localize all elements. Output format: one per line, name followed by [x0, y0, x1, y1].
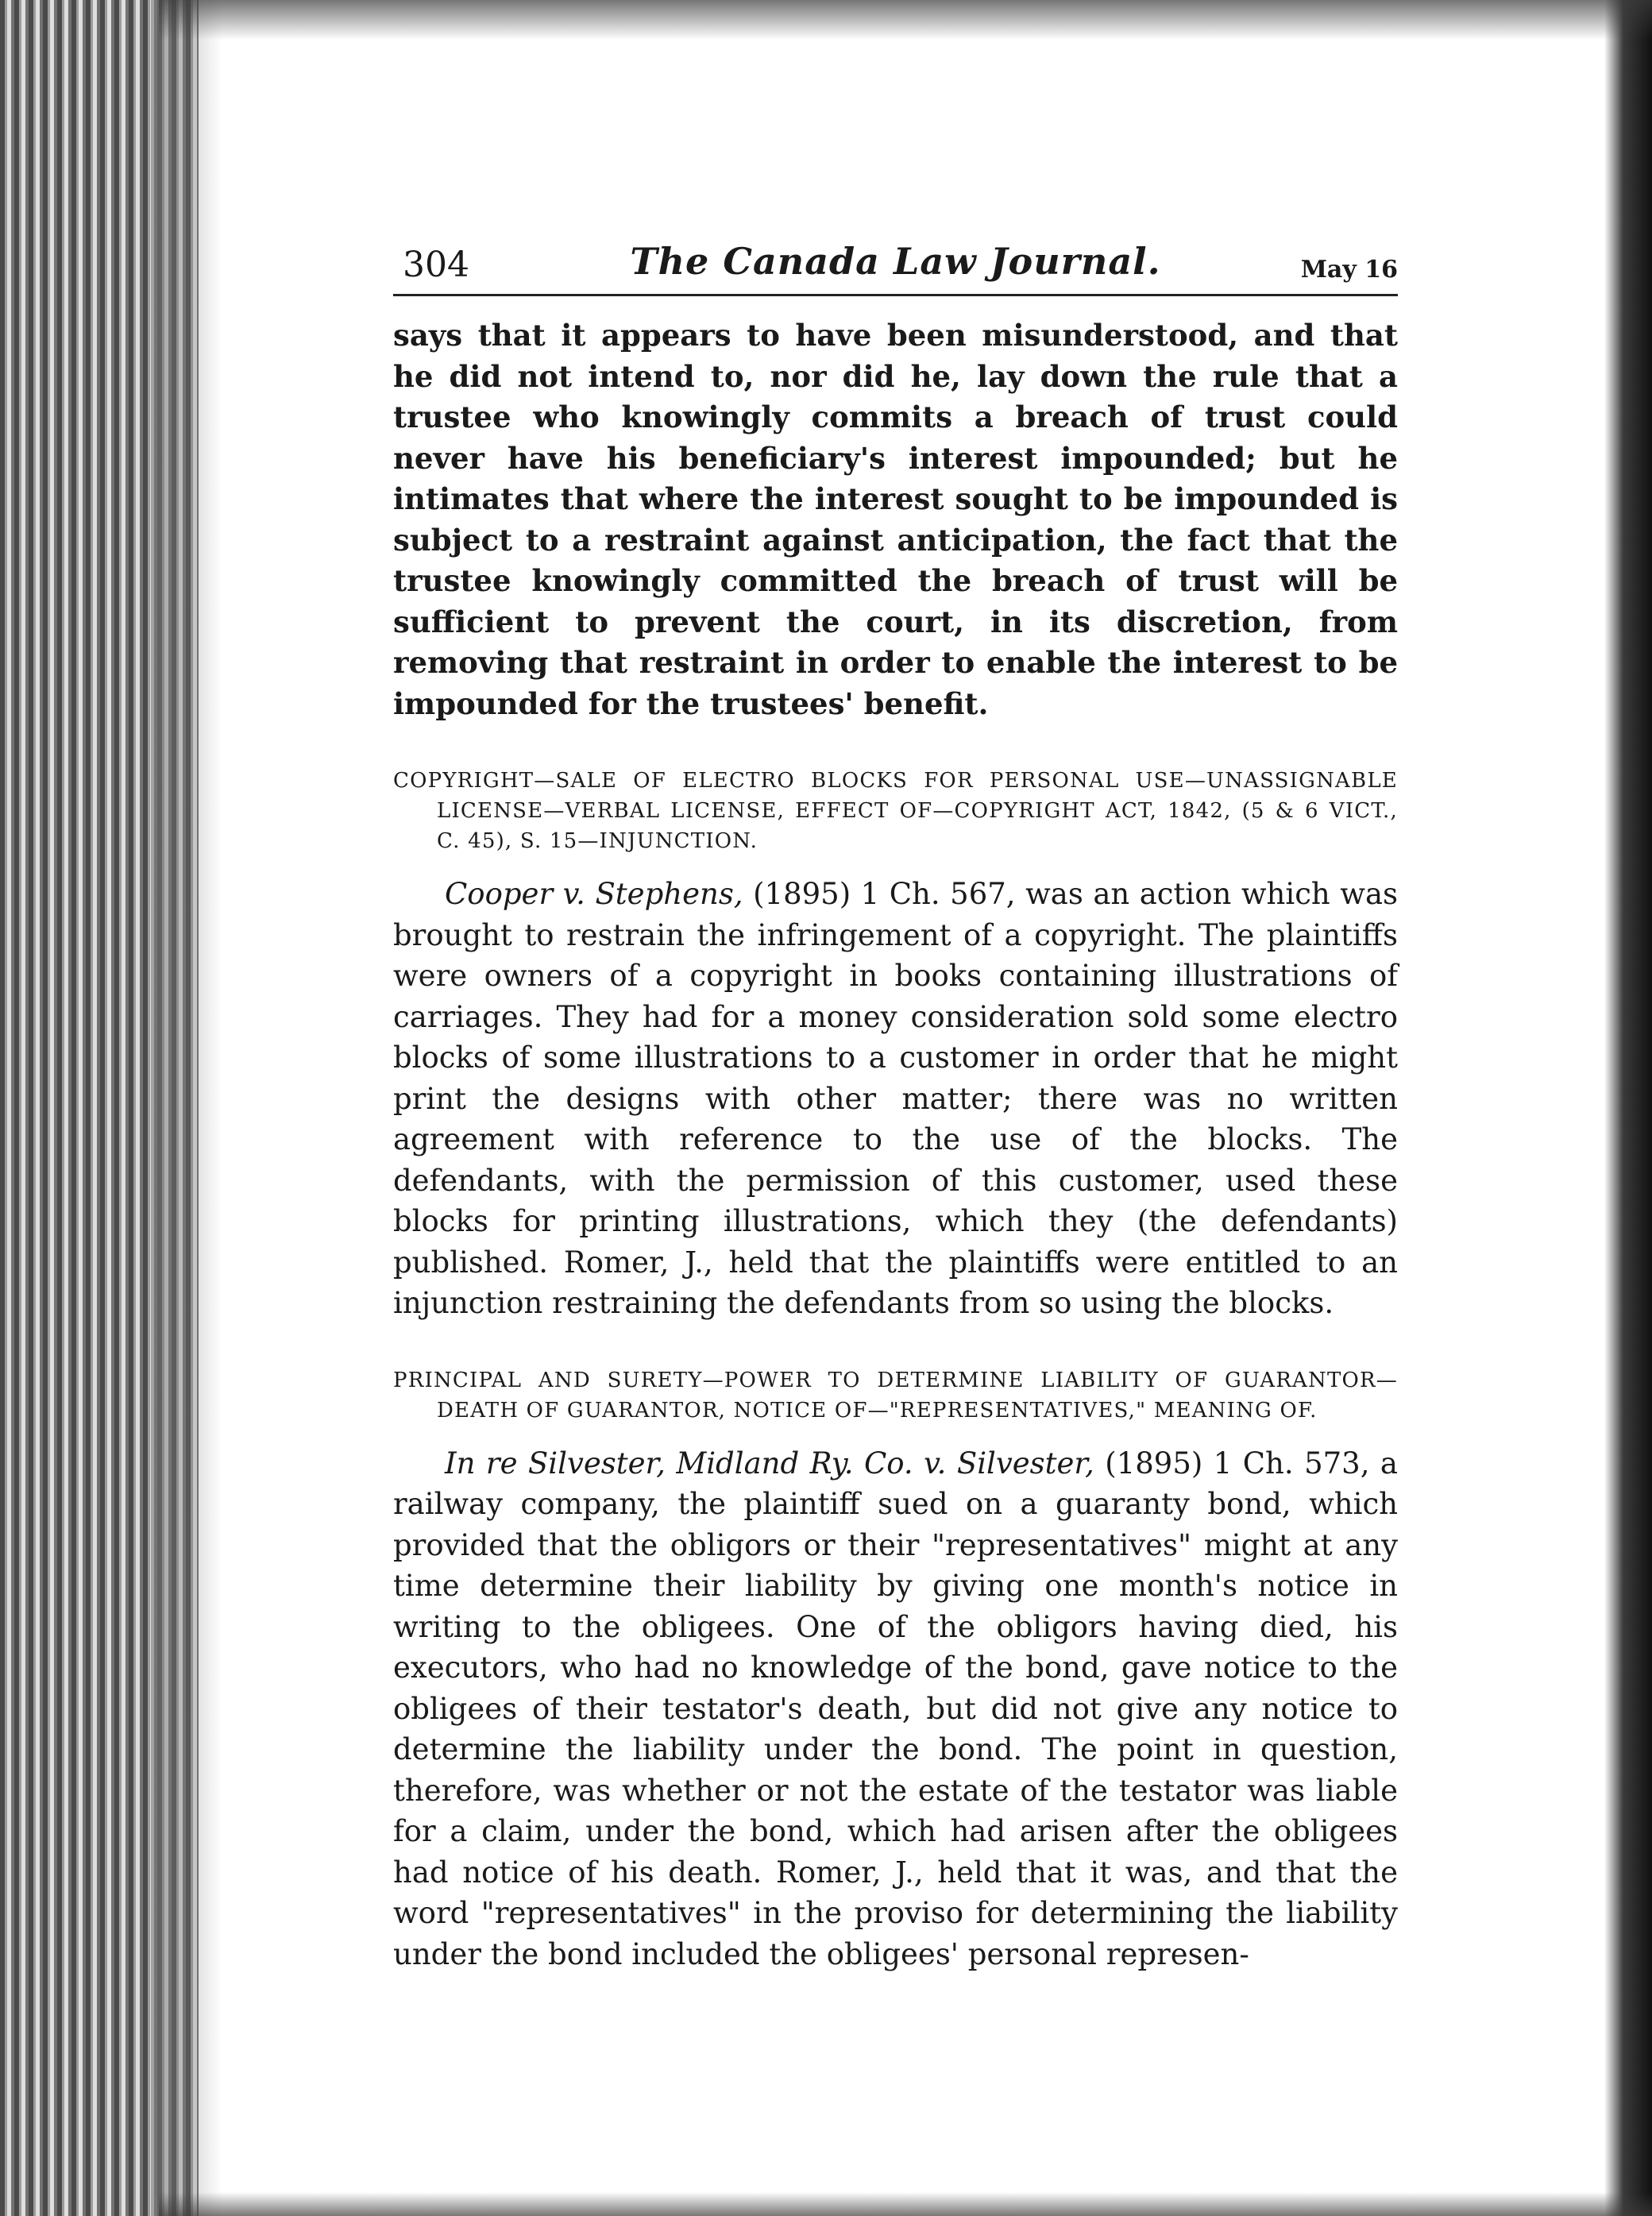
- case-body: (1895) 1 Ch. 567, was an action which was brought to restrain the infringement of a copyright. The plaintiffs were owners of a copyright in books containing illustrations of carriages. They had for a money consideration sold some electro blocks of some illustrations to a customer in order that he might print the designs with other matter; there was no written agreement with reference to the use of the blocks. The defendants, with the permission of this customer, used these blocks for printing illustrations, which they (the defendants) published. Romer, J., held that the plaintiffs were entitled to an injunction restraining the defendants from so using the blocks.: [393, 877, 1398, 1320]
- scan-top-margin: [159, 0, 1652, 40]
- scan-left-shadow: [151, 0, 222, 2216]
- issue-date: May 16: [1300, 256, 1398, 284]
- page-number: 304: [403, 245, 469, 285]
- case-paragraph-silvester: [393, 1443, 1398, 1975]
- journal-title: The Canada Law Journal.: [630, 240, 1161, 283]
- continued-paragraph: says that it appears to have been misunderstood, and that he did not intend to, nor did he, lay down the rule that a trustee who knowingly commits a breach of trust could never have his beneficiary's interest impounded; but he intimates that where the interest sought to be impounded is subject to a restraint against anticipation, the fact that the trustee knowingly committed the breach of trust will be sufficient to prevent the court, in its discretion, from removing that restraint in order to enable the interest to be impounded for the trustees' benefit.: [393, 318, 1398, 721]
- case-name: Cooper v. Stephens,: [445, 877, 743, 911]
- journal-page: [393, 238, 1398, 1975]
- running-header: [393, 238, 1398, 296]
- case-paragraph-cooper: [393, 874, 1398, 1324]
- scan-bottom-margin: [159, 2192, 1652, 2216]
- case-body: (1895) 1 Ch. 573, a railway company, the plaintiff sued on a guaranty bond, which provided that the obligors or their "representatives" might at any time determine their liability by giving one month's notice in writing to the obligees. One of the obligors having died, his executors, who had no knowledge of the bond, gave notice to the obligees of their testator's death, but did not give any notice to determine the liability under the bond. The point in question, therefore, was whether or not the estate of the testator was liable for a claim, under the bond, which had arisen after the obligees had notice of his death. Romer, J., held that it was, and that the word "representatives" in the proviso for determining the liability under the bond included the obligees' personal represen-: [393, 1446, 1398, 1971]
- scan-right-margin: [1604, 0, 1652, 2216]
- section-heading-principal-surety: PRINCIPAL AND SURETY—POWER TO DETERMINE LIABILITY OF GUARANTOR—DEATH OF GUARANTOR, NOTICE OF—"REPRESENTATIVES," MEANING OF.: [393, 1368, 1398, 1423]
- section-heading-copyright: COPYRIGHT—SALE OF ELECTRO BLOCKS FOR PERSONAL USE—UNASSIGNABLE LICENSE—VERBAL LICENSE, EFFECT OF—COPYRIGHT ACT, 1842, (5 & 6 VICT., C. 45), S. 15—INJUNCTION.: [393, 769, 1398, 853]
- case-name: In re Silvester, Midland Ry. Co. v. Silvester,: [445, 1446, 1094, 1481]
